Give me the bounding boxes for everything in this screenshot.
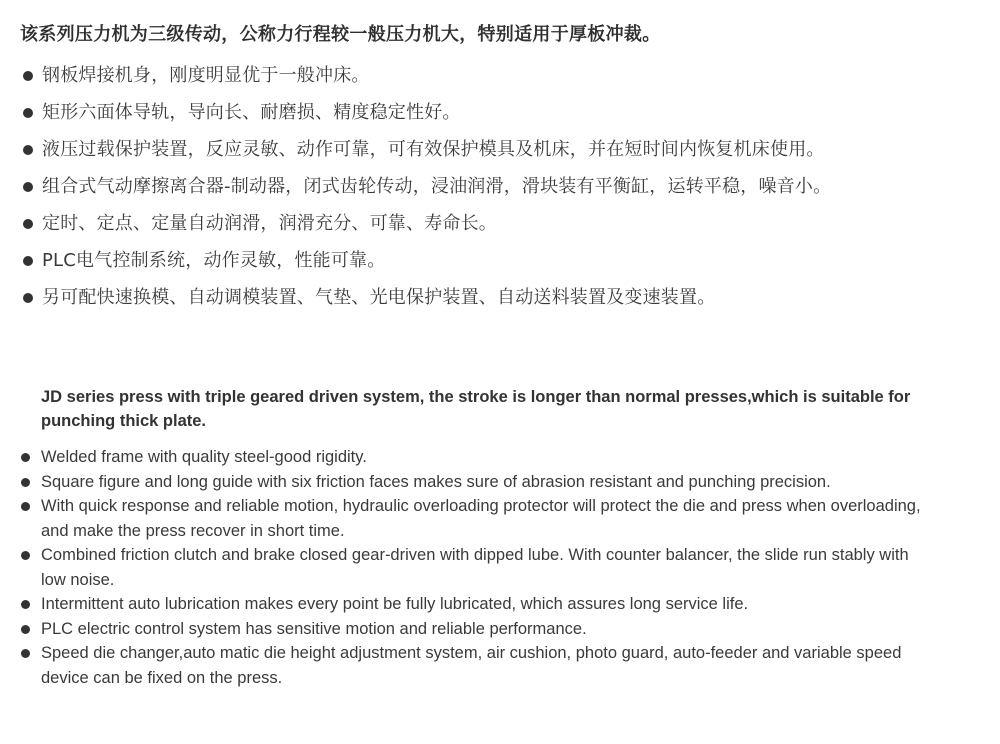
- bullet-icon: [21, 551, 30, 560]
- list-item-text: PLC电气控制系统，动作灵敏，性能可靠。: [42, 250, 386, 271]
- chinese-description: [20, 22, 990, 321]
- list-item: [20, 284, 990, 312]
- bullet-icon: [23, 256, 33, 266]
- list-item-text: 另可配快速换模、自动调模装置、气垫、光电保护装置、自动送料装置及变速装置。: [42, 287, 716, 308]
- bullet-icon: [21, 625, 30, 634]
- bullet-icon: [21, 453, 30, 462]
- bullet-icon: [23, 182, 33, 192]
- bullet-icon: [23, 219, 33, 229]
- list-item-text: Intermittent auto lubrication makes every point be fully lubricated, which assures long service life.: [41, 595, 749, 613]
- chinese-title: 该系列压力机为三级传动，公称力行程较一般压力机大，特别适用于厚板冲裁。: [20, 24, 661, 45]
- list-item-text: Combined friction clutch and brake closed gear-driven with dipped lube. With counter balancer, the slide run stably with low noise.: [41, 546, 909, 589]
- list-item-text: With quick response and reliable motion, hydraulic overloading protector will protect the die and press when overloading, and make the press recover in short time.: [41, 497, 921, 540]
- list-item: [20, 247, 990, 275]
- list-item: [20, 62, 990, 90]
- bullet-icon: [21, 649, 30, 658]
- bullet-icon: [21, 600, 30, 609]
- bullet-icon: [21, 502, 30, 511]
- list-item: [20, 617, 931, 642]
- bullet-icon: [23, 108, 33, 118]
- list-item: [20, 470, 931, 495]
- english-feature-list: [20, 445, 970, 690]
- list-item: [20, 210, 990, 238]
- list-item-text: PLC electric control system has sensitive motion and reliable performance.: [41, 619, 587, 638]
- bullet-icon: [23, 71, 33, 81]
- list-item-text: Square figure and long guide with six friction faces makes sure of abrasion resistant and punching precision.: [41, 472, 831, 491]
- list-item: [20, 494, 931, 543]
- list-item-text: 钢板焊接机身，刚度明显优于一般冲床。: [42, 65, 370, 86]
- list-item: [20, 99, 990, 127]
- bullet-icon: [21, 478, 30, 487]
- list-item: [20, 173, 990, 201]
- list-item: [20, 641, 931, 690]
- bullet-icon: [23, 145, 33, 155]
- list-item: [20, 592, 931, 617]
- list-item-text: 矩形六面体导轨，导向长、耐磨损、精度稳定性好。: [42, 102, 461, 123]
- list-item-text: 组合式气动摩擦离合器-制动器，闭式齿轮传动，浸油润滑，滑块装有平衡缸，运转平稳，噪音小。: [42, 176, 832, 197]
- list-item: [20, 543, 931, 592]
- english-title: JD series press with triple geared driven system, the stroke is longer than normal presses,which is suitable for punching thick plate.: [41, 388, 911, 430]
- list-item-text: 液压过载保护装置，反应灵敏、动作可靠，可有效保护模具及机床，并在短时间内恢复机床使用。: [42, 139, 825, 160]
- english-description: [20, 385, 970, 690]
- list-item: [20, 136, 990, 164]
- list-item-text: Welded frame with quality steel-good rigidity.: [41, 448, 367, 466]
- list-item-text: 定时、定点、定量自动润滑，润滑充分、可靠、寿命长。: [42, 213, 497, 234]
- list-item-text: Speed die changer,auto matic die height adjustment system, air cushion, photo guard, auto-feeder and variable speed device can be fixed on the press.: [41, 644, 902, 687]
- list-item: [20, 445, 931, 470]
- chinese-feature-list: [20, 62, 990, 312]
- bullet-icon: [23, 293, 33, 303]
